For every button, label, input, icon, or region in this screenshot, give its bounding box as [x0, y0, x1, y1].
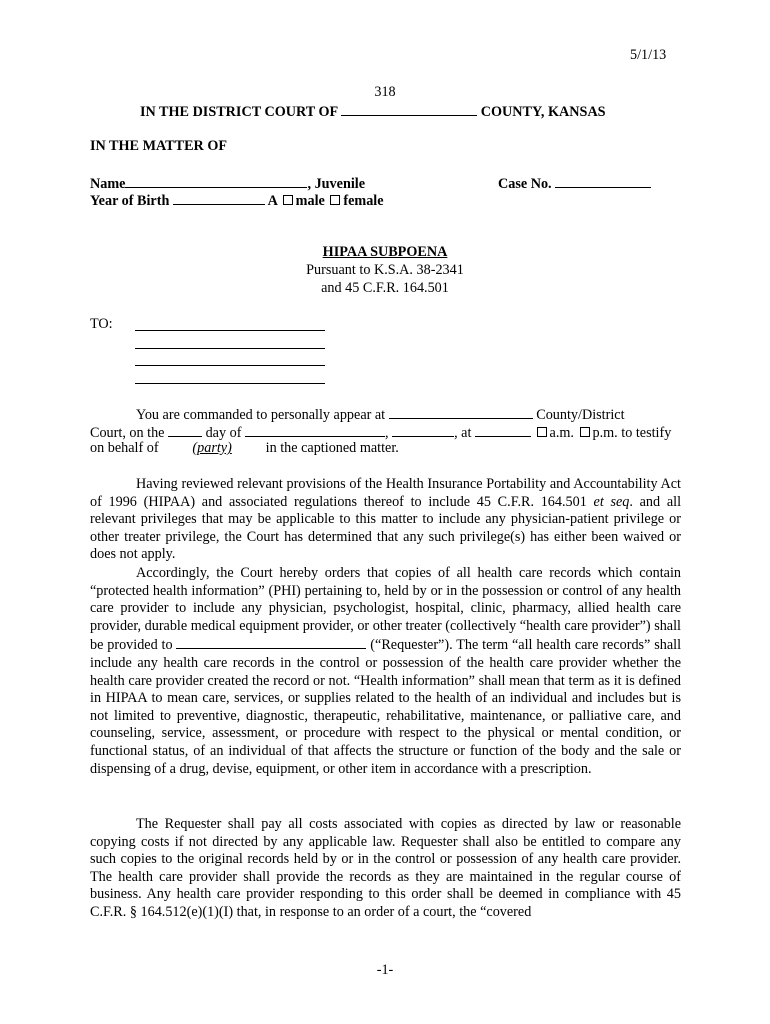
to-line-4: [135, 383, 325, 384]
pm-checkbox: [580, 427, 590, 437]
birth-label: Year of Birth: [90, 193, 170, 209]
court-suffix: COUNTY, KANSAS: [480, 104, 606, 120]
male-checkbox: [283, 195, 293, 205]
document-date: 5/1/13: [630, 47, 667, 63]
matter-heading: IN THE MATTER OF: [90, 138, 228, 154]
am-checkbox: [537, 427, 547, 437]
comma-text: ,: [384, 425, 389, 441]
location-blank: [389, 405, 533, 419]
birth-sex-line: [90, 191, 384, 211]
et-seq-text: et seq: [593, 493, 630, 510]
month-blank: [245, 423, 385, 437]
to-label: TO:: [90, 316, 113, 332]
command-line-1: [136, 405, 625, 425]
paragraph-order: Accordingly, the Court hereby orders that copies of all health care records which contain “protected health information” (PHI) pertaining to, held by or in the possession or control of any health care provider to include any physician, psychologist, hospital, clinic, pharmacy, allied health care provider, durable medical equipment provider, or other treater (collectively “health care provider”) shall be provided to (“Requester”). The term “all health care records” shall include any health care records in the control or possession of the health care provider whether the health care provider created the record or not. “Health information” shall mean that term as it is defined in HIPAA to mean care, services, or supplies related to the health of an individual and includes but is not limited to preventive, diagnostic, therapeutic, rehabilitative, maintenance, or palliative care, and counseling, service, assessment, or procedure with respect to the physical or mental condition, or functional status, of an individual of that affects the structure or function of the body and the sale or dispensing of a drug, devise, equipment, or other item in accordance with a prescription.: [90, 565, 682, 777]
male-label: male: [295, 193, 325, 209]
to-line-3: [135, 365, 325, 366]
county-blank: [341, 102, 477, 116]
day-of-text: day of: [205, 425, 242, 441]
female-label: female: [343, 193, 384, 209]
behalf-text: on behalf of: [90, 440, 159, 456]
sex-prefix: A: [267, 193, 278, 209]
to-line-2: [135, 348, 325, 349]
to-line-1: [135, 330, 325, 331]
birth-year-blank: [173, 191, 265, 205]
court-caption: [140, 102, 606, 122]
form-number: 318: [374, 84, 396, 100]
court-prefix: IN THE DISTRICT COURT OF: [140, 104, 338, 120]
female-checkbox: [330, 195, 340, 205]
county-district-text: County/District: [536, 407, 625, 423]
name-blank: [125, 174, 307, 188]
command-line-3: [90, 440, 399, 458]
page-number: -1-: [376, 962, 394, 978]
case-number-blank: [555, 174, 651, 188]
pm-label: p.m. to testify: [592, 425, 672, 441]
case-label: Case No.: [498, 176, 552, 192]
paragraph-costs: The Requester shall pay all costs associated with copies as directed by law or reasonable copying costs if not directed by any applicable law. Requester shall also be entitled to compare any such copies to the original records held by or in the control or possession of any health care provider. The health care provider shall provide the records as they are maintained in the regular course of business. Any health care provider responding to this order shall be deemed in compliance with 45 C.F.R. § 164.512(e)(1)(I) that, in response to an order of a court, the “covered: [90, 816, 681, 920]
command-text: You are commanded to personally appear at: [136, 407, 386, 423]
document-title: HIPAA SUBPOENA: [322, 244, 448, 260]
paragraph-hipaa-review: Having reviewed relevant provisions of the Health Insurance Portability and Accountability Act of 1996 (HIPAA) and associated regulations thereof to include 45 C.F.R. 164.501 et seq. and all relevant privileges that may be applicable to this matter to include any physician-patient privilege or other treater privilege, the Court has determined that any such privilege(s) has either been waived or does not apply.: [90, 476, 682, 563]
case-number: [498, 174, 651, 194]
time-blank: [475, 423, 531, 437]
juvenile-label: , Juvenile: [307, 176, 366, 192]
year-blank: [392, 423, 454, 437]
am-label: a.m.: [549, 425, 574, 441]
court-on-text: Court, on the: [90, 425, 165, 441]
captioned-text: in the captioned matter.: [265, 440, 399, 456]
day-blank: [168, 423, 202, 437]
party-field: (party): [192, 440, 232, 456]
subtitle-regulation: and 45 C.F.R. 164.501: [321, 280, 449, 296]
requester-blank: [176, 635, 366, 649]
name-label: Name: [90, 176, 126, 192]
at-text: , at: [454, 425, 472, 441]
subtitle-statute: Pursuant to K.S.A. 38-2341: [306, 262, 464, 278]
